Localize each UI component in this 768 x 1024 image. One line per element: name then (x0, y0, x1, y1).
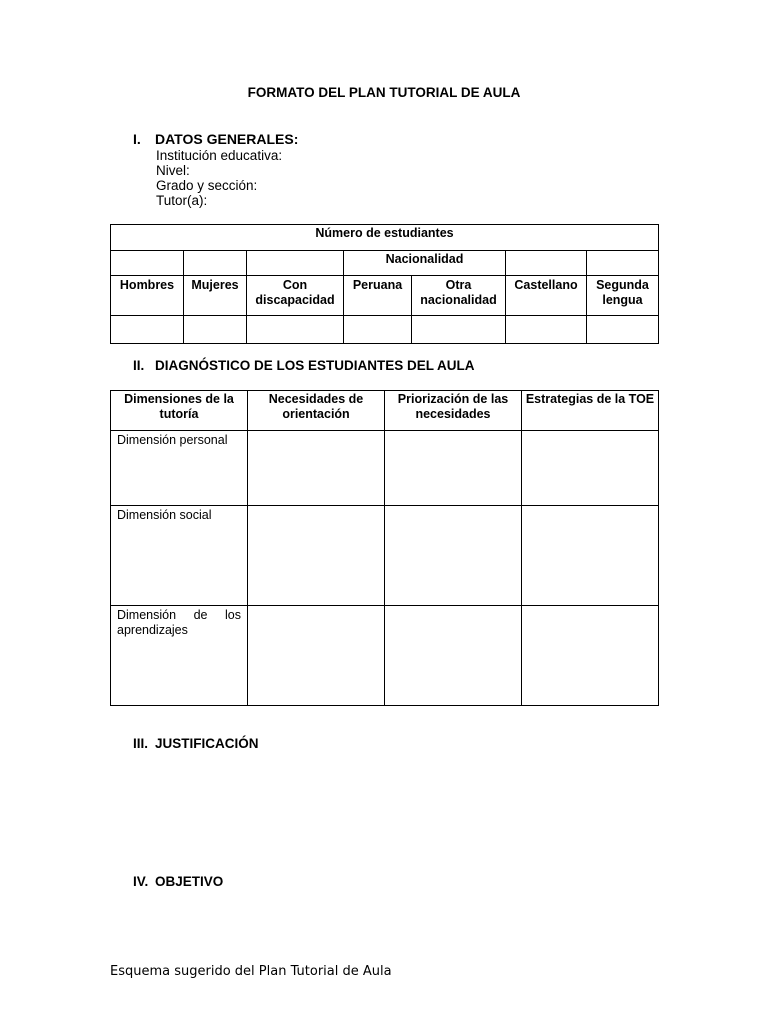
section-diagnostico-heading (133, 358, 475, 373)
col-estrategias: Estrategias de la TOE (522, 391, 659, 431)
students-table (110, 224, 659, 344)
input-cell[interactable] (248, 506, 385, 606)
input-cell[interactable] (385, 506, 522, 606)
students-table-title: Número de estudiantes (111, 225, 659, 251)
input-cell[interactable] (587, 316, 659, 344)
section-title: OBJETIVO (155, 874, 224, 889)
empty-cell (111, 251, 184, 276)
input-cell[interactable] (344, 316, 412, 344)
input-cell[interactable] (385, 606, 522, 706)
col-priorizacion: Priorización de las necesidades (385, 391, 522, 431)
field-nivel: Nivel: (156, 163, 190, 178)
page-footer: Esquema sugerido del Plan Tutorial de Aula (110, 964, 392, 979)
field-tutor: Tutor(a): (156, 193, 208, 208)
section-title: DIAGNÓSTICO DE LOS ESTUDIANTES DEL AULA (155, 358, 475, 373)
empty-cell (184, 251, 247, 276)
empty-cell (587, 251, 659, 276)
section-number: III. (133, 736, 149, 751)
input-cell[interactable] (247, 316, 344, 344)
input-cell[interactable] (111, 316, 184, 344)
row-dimension-aprendizajes (111, 606, 248, 706)
col-necesidades: Necesidades de orientación (248, 391, 385, 431)
nationality-header: Nacionalidad (344, 251, 506, 276)
col-castellano: Castellano (506, 276, 587, 316)
section-justificacion-heading (133, 736, 259, 751)
col-otra-nacionalidad: Otra nacionalidad (412, 276, 506, 316)
field-grado-seccion: Grado y sección: (156, 178, 258, 193)
document-title: FORMATO DEL PLAN TUTORIAL DE AULA (247, 85, 521, 100)
input-cell[interactable] (522, 431, 659, 506)
section-title: DATOS GENERALES: (155, 131, 299, 147)
col-mujeres: Mujeres (184, 276, 247, 316)
empty-cell (506, 251, 587, 276)
row-dimension-personal: Dimensión personal (111, 431, 248, 506)
row-dimension-social: Dimensión social (111, 506, 248, 606)
section-number: I. (133, 131, 141, 147)
input-cell[interactable] (248, 606, 385, 706)
section-number: II. (133, 358, 145, 373)
input-cell[interactable] (385, 431, 522, 506)
section-number: IV. (133, 874, 149, 889)
input-cell[interactable] (248, 431, 385, 506)
row-label: Dimensión de los aprendizajes (117, 608, 241, 637)
diagnosis-table (110, 390, 659, 706)
col-peruana: Peruana (344, 276, 412, 316)
col-con-discapacidad: Con discapacidad (247, 276, 344, 316)
input-cell[interactable] (522, 506, 659, 606)
input-cell[interactable] (184, 316, 247, 344)
section-datos-generales-heading (133, 131, 298, 147)
col-dimensiones: Dimensiones de la tutoría (111, 391, 248, 431)
empty-cell (247, 251, 344, 276)
col-segunda-lengua: Segunda lengua (587, 276, 659, 316)
input-cell[interactable] (506, 316, 587, 344)
section-title: JUSTIFICACIÓN (155, 736, 259, 751)
col-hombres: Hombres (111, 276, 184, 316)
field-institucion: Institución educativa: (156, 148, 283, 163)
section-objetivo-heading (133, 874, 223, 889)
input-cell[interactable] (522, 606, 659, 706)
input-cell[interactable] (412, 316, 506, 344)
